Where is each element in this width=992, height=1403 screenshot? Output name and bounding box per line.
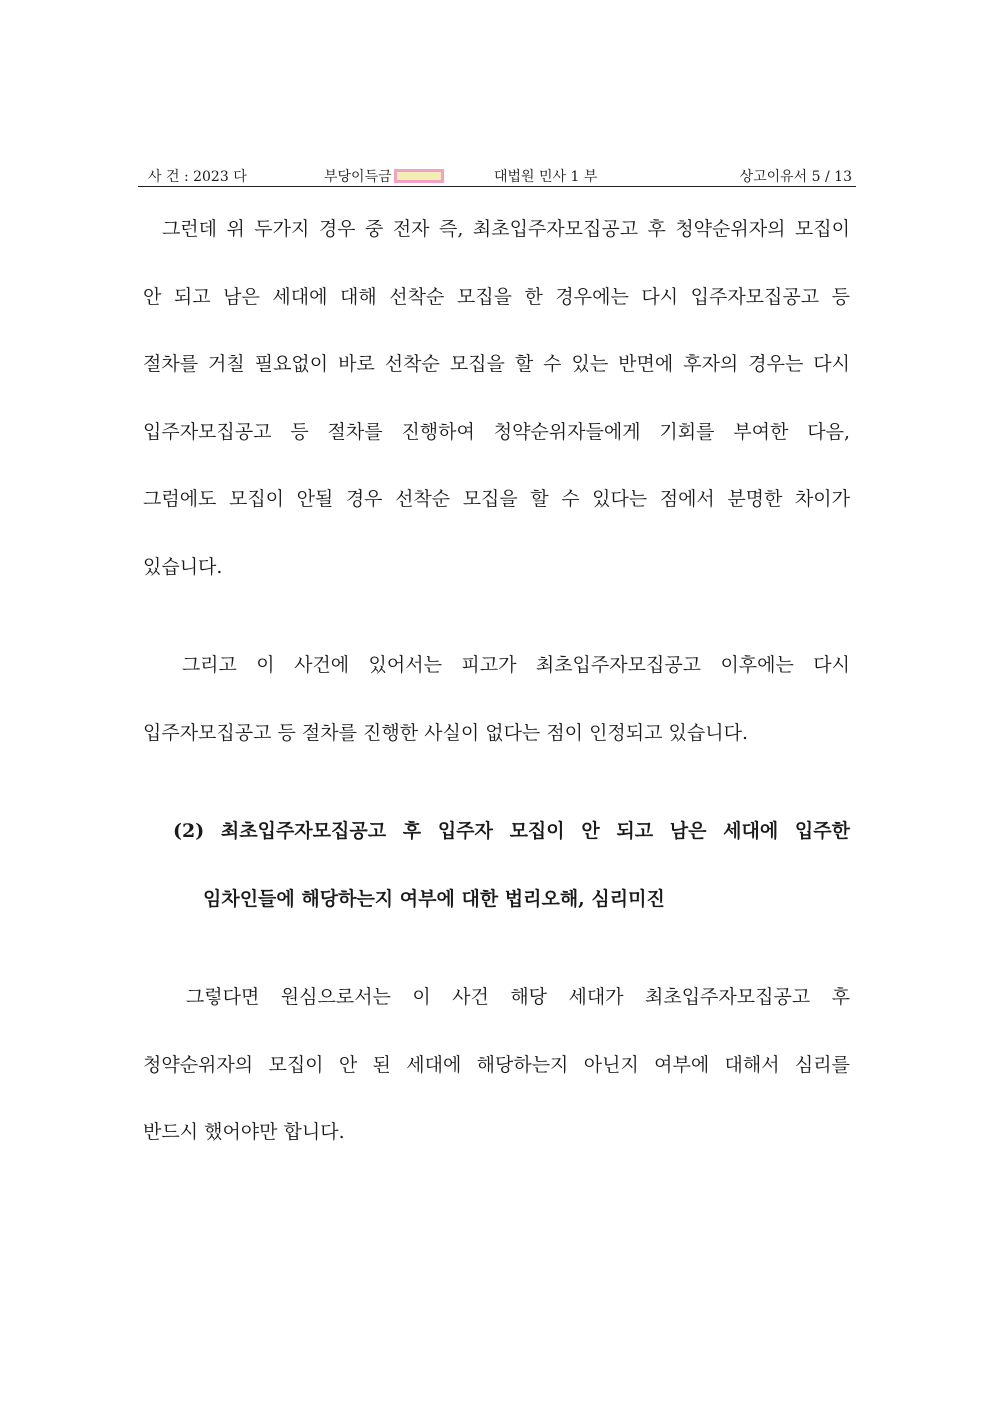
section-heading xyxy=(173,798,850,933)
heading-line: (2) 최초입주자모집공고 후 입주자 모집이 안 되고 남은 세대에 입주한 xyxy=(173,820,850,842)
paragraph-1 xyxy=(143,196,850,601)
text-line: 절차를 거칠 필요없이 바로 선착순 모집을 할 수 있는 반면에 후자의 경우는 다시 xyxy=(143,353,850,375)
case-topic: 부당이득금 xyxy=(324,169,392,185)
heading-line: 임차인들에 해당하는지 여부에 대한 법리오해, 심리미진 xyxy=(203,887,665,910)
text-line: 청약순위자의 모집이 안 된 세대에 해당하는지 아닌지 여부에 대해서 심리를 xyxy=(143,1053,850,1076)
paragraph-3 xyxy=(143,964,850,1167)
text-line: 그리고 이 사건에 있어서는 피고가 최초입주자모집공고 이후에는 다시 xyxy=(143,654,850,676)
court-name: 대법원 민사 1 부 xyxy=(494,169,598,185)
text-line: 안 되고 남은 세대에 대해 선착순 모집을 한 경우에는 다시 입주자모집공고 등 xyxy=(143,285,850,308)
text-line: 입주자모집공고 등 절차를 진행한 사실이 없다는 점이 인정되고 있습니다. xyxy=(143,721,748,744)
text-line: 있습니다. xyxy=(143,555,223,578)
text-line: 그렇다면 원심으로서는 이 사건 해당 세대가 최초입주자모집공고 후 xyxy=(143,986,850,1008)
paragraph-2 xyxy=(143,632,850,767)
redaction-box xyxy=(394,169,444,183)
text-line: 반드시 했어야만 합니다. xyxy=(143,1121,345,1143)
case-number: 사 건 : 2023 다 xyxy=(148,169,247,185)
page-header xyxy=(138,164,856,187)
page-label: 상고이유서 5 / 13 xyxy=(739,169,852,185)
text-line: 그럼에도 모집이 안될 경우 선착순 모집을 할 수 있다는 점에서 분명한 차이가 xyxy=(143,488,850,510)
text-line: 그런데 위 두가지 경우 중 전자 즉, 최초입주자모집공고 후 청약순위자의 모집이 xyxy=(143,218,850,240)
text-line: 입주자모집공고 등 절차를 진행하여 청약순위자들에게 기회를 부여한 다음, xyxy=(143,420,850,443)
